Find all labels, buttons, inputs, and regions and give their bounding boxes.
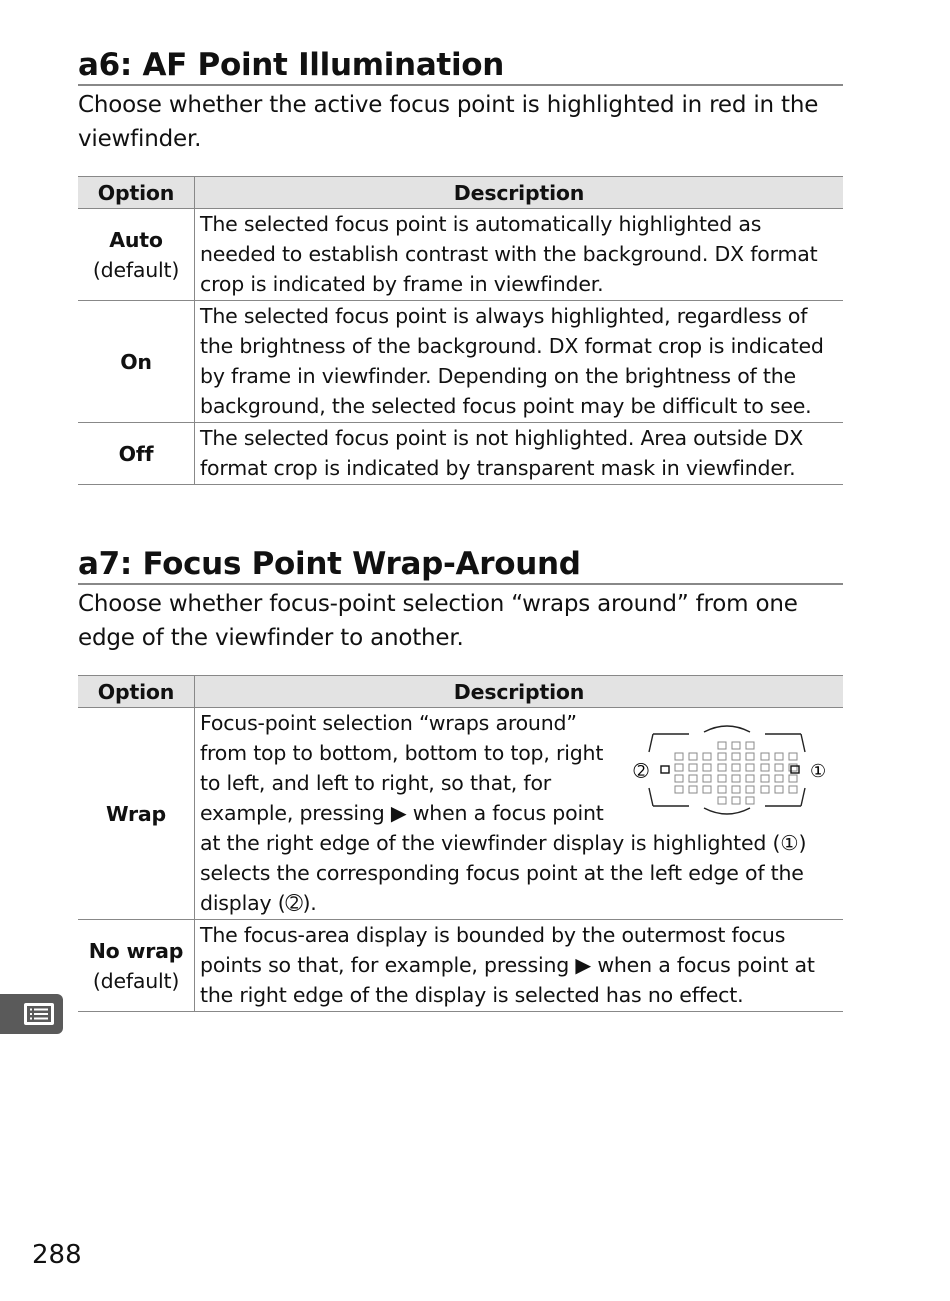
focus-point bbox=[732, 764, 740, 771]
option-name: No wrap bbox=[88, 938, 184, 963]
description-cell: The selected focus point is automatically highlighted as needed to establish contrast with the background. DX format crop is indicated by frame in viewfinder. bbox=[195, 209, 844, 301]
option-default-note: (default) bbox=[92, 968, 180, 993]
focus-point bbox=[746, 797, 754, 804]
focus-point bbox=[732, 775, 740, 782]
focus-point bbox=[703, 786, 711, 793]
focus-point-grid bbox=[675, 742, 797, 804]
focus-point bbox=[703, 764, 711, 771]
option-name: Auto bbox=[109, 227, 163, 252]
frame-arc-bottom bbox=[704, 808, 750, 814]
option-cell bbox=[78, 920, 195, 1012]
focus-point bbox=[746, 764, 754, 771]
menu-list-icon bbox=[0, 994, 63, 1034]
table-header-row bbox=[78, 676, 843, 708]
options-table bbox=[78, 176, 843, 485]
focus-point bbox=[675, 786, 683, 793]
focus-point bbox=[775, 775, 783, 782]
option-name: Off bbox=[118, 441, 154, 466]
section-a7 bbox=[78, 545, 843, 1012]
frame-arc-top bbox=[704, 726, 750, 732]
page-number: 288 bbox=[32, 1240, 82, 1270]
option-name: On bbox=[120, 349, 152, 374]
focus-point bbox=[746, 753, 754, 760]
section-description: Choose whether the active focus point is highlighted in red in the viewfinder. bbox=[78, 92, 819, 152]
column-header-description: Description bbox=[195, 676, 844, 708]
focus-point bbox=[718, 797, 726, 804]
marker-1-label: ① bbox=[810, 761, 826, 782]
column-header-option: Option bbox=[78, 177, 195, 209]
table-header-row bbox=[78, 177, 843, 209]
focus-point bbox=[689, 775, 697, 782]
focus-point bbox=[732, 753, 740, 760]
custom-settings-tab bbox=[0, 994, 63, 1034]
focus-point bbox=[789, 786, 797, 793]
focus-point bbox=[675, 753, 683, 760]
focus-point bbox=[718, 786, 726, 793]
focus-point bbox=[732, 742, 740, 749]
frame-corner-bottom-right bbox=[765, 788, 805, 806]
focus-point bbox=[718, 775, 726, 782]
column-header-description: Description bbox=[195, 177, 844, 209]
focus-point bbox=[775, 786, 783, 793]
focus-point bbox=[718, 764, 726, 771]
focus-point bbox=[689, 786, 697, 793]
section-a6 bbox=[78, 46, 843, 485]
option-cell bbox=[78, 708, 195, 920]
focus-point bbox=[746, 786, 754, 793]
description-text: Focus-point selection “wraps around” from top to bottom, bottom to top, right to left, and left to right, so that, for example, pressing ▶ when a focus point at the right edge of the viewfinder display is highlighted (①) selects the corresponding focus point at the left edge of the display (➁). bbox=[200, 711, 807, 915]
table-row bbox=[78, 423, 843, 485]
description-cell: The selected focus point is not highlighted. Area outside DX format crop is indicated by transparent mask in viewfinder. bbox=[195, 423, 844, 485]
option-name: Wrap bbox=[105, 801, 167, 826]
focus-point bbox=[689, 764, 697, 771]
focus-point bbox=[675, 775, 683, 782]
table-row bbox=[78, 708, 843, 920]
focus-point bbox=[689, 753, 697, 760]
description-cell: The selected focus point is always highlighted, regardless of the brightness of the background. DX format crop is indicated by frame in viewfinder. Depending on the brightness of the background, the selected focus point may be difficult to see. bbox=[195, 301, 844, 423]
option-cell bbox=[78, 301, 195, 423]
focus-point bbox=[761, 753, 769, 760]
focus-point bbox=[789, 764, 797, 771]
focus-point bbox=[775, 764, 783, 771]
focus-point bbox=[718, 753, 726, 760]
focus-point bbox=[703, 753, 711, 760]
focus-point-left-edge bbox=[661, 766, 669, 773]
description-cell bbox=[195, 708, 844, 920]
focus-point bbox=[789, 775, 797, 782]
focus-point bbox=[775, 753, 783, 760]
table-row bbox=[78, 301, 843, 423]
focus-point bbox=[746, 775, 754, 782]
focus-point bbox=[732, 786, 740, 793]
focus-point bbox=[675, 764, 683, 771]
focus-point bbox=[761, 764, 769, 771]
focus-point-right-edge bbox=[791, 766, 799, 773]
option-default-note: (default) bbox=[92, 257, 180, 282]
frame-corner-top-left bbox=[649, 734, 689, 752]
marker-2-label: ➁ bbox=[633, 761, 649, 782]
option-cell bbox=[78, 209, 195, 301]
description-cell: The focus-area display is bounded by the outermost focus points so that, for example, pressing ▶ when a focus point at the right edge of the display is selected has no effect. bbox=[195, 920, 844, 1012]
table-row bbox=[78, 209, 843, 301]
section-title: a7: Focus Point Wrap-Around bbox=[78, 545, 843, 585]
column-header-option: Option bbox=[78, 676, 195, 708]
option-cell bbox=[78, 423, 195, 485]
focus-point bbox=[703, 775, 711, 782]
focus-point bbox=[718, 742, 726, 749]
section-title: a6: AF Point Illumination bbox=[78, 46, 843, 86]
focus-point bbox=[732, 797, 740, 804]
focus-point bbox=[789, 753, 797, 760]
section-description: Choose whether focus-point selection “wraps around” from one edge of the viewfinder to another. bbox=[78, 591, 798, 651]
focus-point bbox=[761, 786, 769, 793]
focus-point bbox=[746, 742, 754, 749]
frame-corner-top-right bbox=[765, 734, 805, 752]
options-table bbox=[78, 675, 843, 1012]
focus-point bbox=[761, 775, 769, 782]
table-row bbox=[78, 920, 843, 1012]
viewfinder-focus-points-diagram bbox=[619, 714, 837, 826]
